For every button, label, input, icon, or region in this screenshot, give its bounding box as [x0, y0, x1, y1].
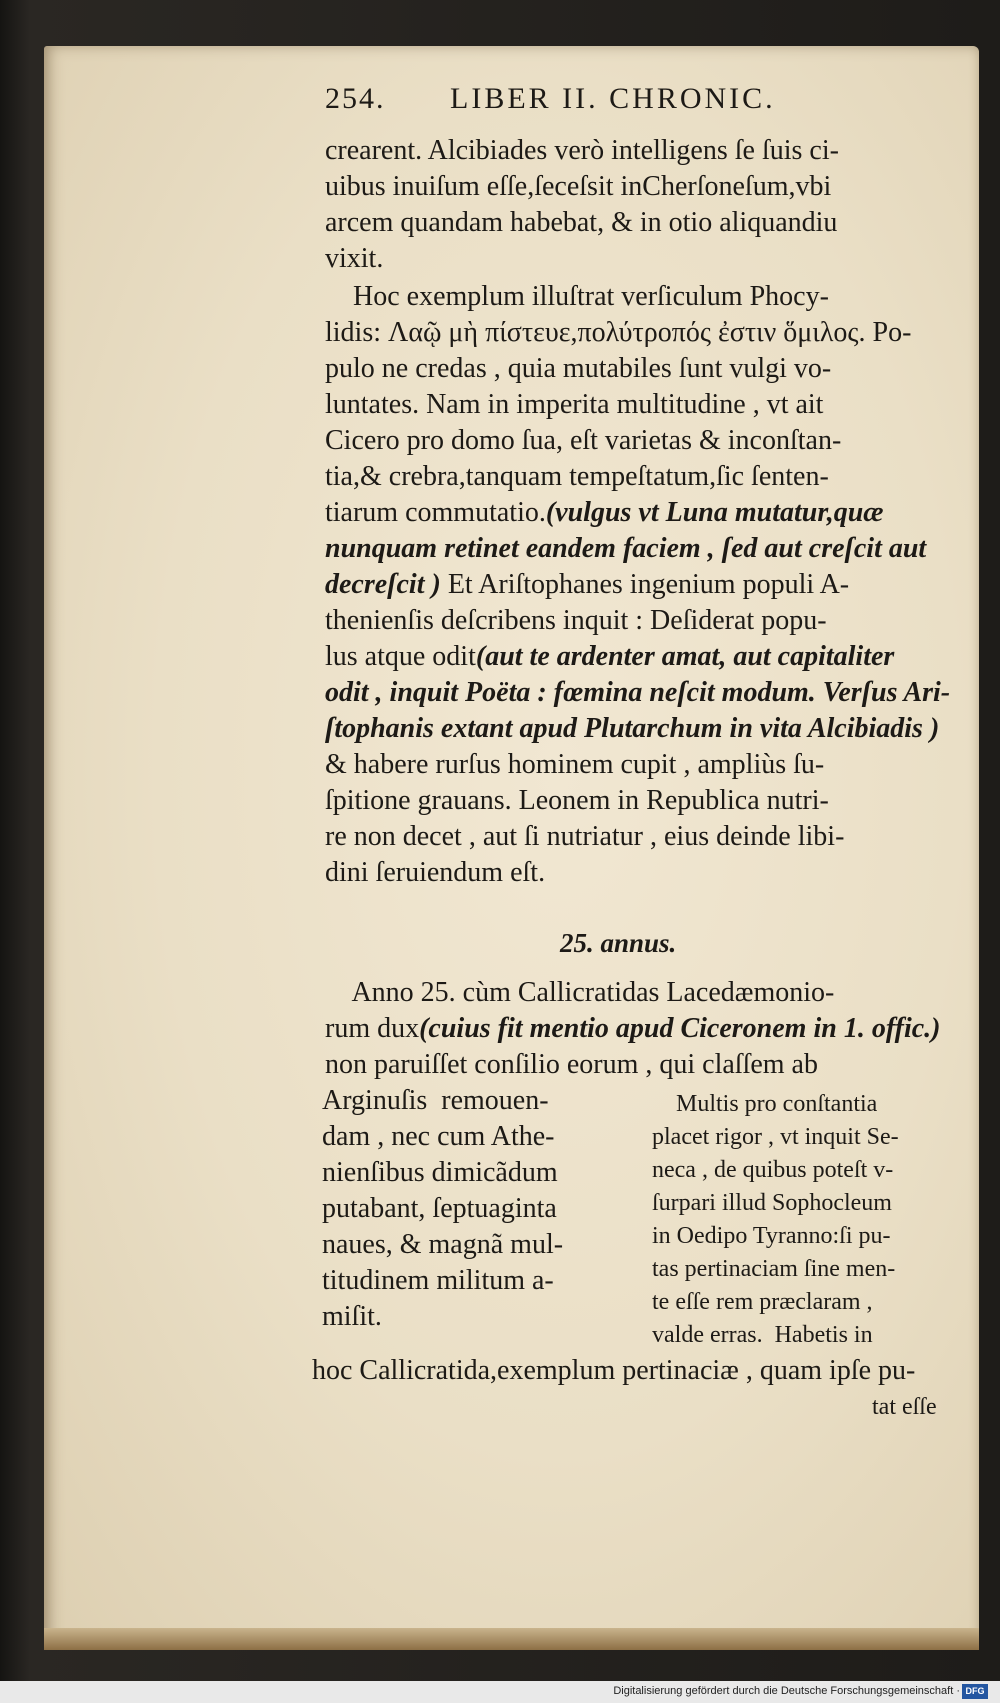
text-line: Anno 25. cùm Callicratidas Lacedæmonio- [325, 977, 835, 1008]
italic-gloss: (vulgus vt Luna mutatur,quæ [545, 497, 884, 528]
text-line [325, 568, 849, 602]
dfg-logo: DFG [962, 1684, 988, 1699]
italic-gloss: ſtophanis extant apud Plutarchum in vita Alcibiadis ) [325, 713, 940, 744]
text-line: miſit. [322, 1301, 382, 1332]
roman-text: rum dux [325, 1013, 420, 1044]
text-line: re non decet , aut ſi nutriatur , eius deinde libi- [325, 821, 845, 852]
text-line: lidis: Λαῷ μὴ πίστευε,πολύτροπός ἐστιν ὅμιλος. Po- [325, 317, 912, 348]
text-line: dam , nec cum Athe- [322, 1121, 555, 1152]
text-line: uibus inuiſum eſſe,ſeceſsit inCherſoneſum,vbi [325, 171, 832, 202]
text-line: arcem quandam habebat, & in otio aliquandiu [325, 207, 838, 238]
text-line: placet rigor , vt inquit Se- [652, 1124, 899, 1150]
running-title: LIBER II. CHRONIC. [450, 82, 776, 115]
section-title: 25. annus. [560, 928, 677, 958]
italic-gloss: (aut te ardenter amat, aut capitaliter [475, 641, 895, 672]
text-line: ſpitione grauans. Leonem in Republica nutri- [325, 785, 829, 816]
text-line: nienſibus dimicãdum [322, 1157, 558, 1188]
roman-text: Et Ariſtophanes ingenium populi A- [440, 569, 850, 600]
text-line: Arginuſis remouen- [322, 1085, 549, 1116]
text-line: naues, & magnã mul- [322, 1229, 564, 1260]
text-line: titudinem militum a- [322, 1265, 554, 1296]
italic-gloss: (cuius fit mentio apud Ciceronem in 1. offic.) [419, 1013, 941, 1044]
text-line: valde erras. Habetis in [652, 1322, 873, 1348]
text-line: neca , de quibus poteſt v- [652, 1157, 894, 1183]
text-line: tas pertinaciam ſine men- [652, 1256, 896, 1282]
text-line [325, 640, 894, 674]
text-line [325, 1012, 941, 1046]
italic-gloss: odit , inquit Poëta : fœmina neſcit modum. Verſus Ari- [325, 677, 951, 708]
text-line: ſurpari illud Sophocleum [652, 1190, 892, 1216]
text-line: vixit. [325, 243, 384, 274]
page-number: 254. [325, 82, 386, 115]
closing-line: hoc Callicratida,exemplum pertinaciæ , quam ipſe pu- [312, 1355, 916, 1386]
text-line [325, 496, 884, 530]
page-edge [44, 1628, 979, 1650]
text-line: dini ſeruiendum eſt. [325, 857, 546, 888]
text-line: thenienſis deſcribens inquit : Deſiderat popu- [325, 605, 827, 636]
roman-text: lus atque odit [325, 641, 476, 672]
digitization-credit: Digitalisierung gefördert durch die Deutsche Forschungsgemeinschaft · [613, 1685, 960, 1697]
italic-gloss: decreſcit ) [325, 569, 441, 600]
text-line: Hoc exemplum illuſtrat verſiculum Phocy- [325, 281, 829, 312]
text-line: Multis pro conſtantia [652, 1091, 878, 1117]
text-line: tia,& crebra,tanquam tempeſtatum,ſic ſenten- [325, 461, 829, 492]
text-line: in Oedipo Tyranno:ſi pu- [652, 1223, 891, 1249]
text-line: pulo ne credas , quia mutabiles ſunt vulgi vo- [325, 353, 832, 384]
catchword: tat eſſe [872, 1394, 937, 1420]
text-line: & habere rurſus hominem cupit , ampliùs ſu- [325, 749, 825, 780]
text-line: Cicero pro domo ſua, eſt varietas & inconſtan- [325, 425, 842, 456]
italic-gloss: nunquam retinet eandem faciem , ſed aut creſcit aut [325, 533, 927, 564]
text-line: crearent. Alcibiades verò intelligens ſe ſuis ci- [325, 135, 839, 166]
text-line: te eſſe rem præclaram , [652, 1289, 873, 1315]
text-line: non paruiſſet conſilio eorum , qui claſſem ab [325, 1049, 818, 1080]
text-line: putabant, ſeptuaginta [322, 1193, 557, 1224]
roman-text: tiarum commutatio. [325, 497, 546, 528]
running-header [325, 82, 845, 126]
text-line: luntates. Nam in imperita multitudine , vt ait [325, 389, 824, 420]
